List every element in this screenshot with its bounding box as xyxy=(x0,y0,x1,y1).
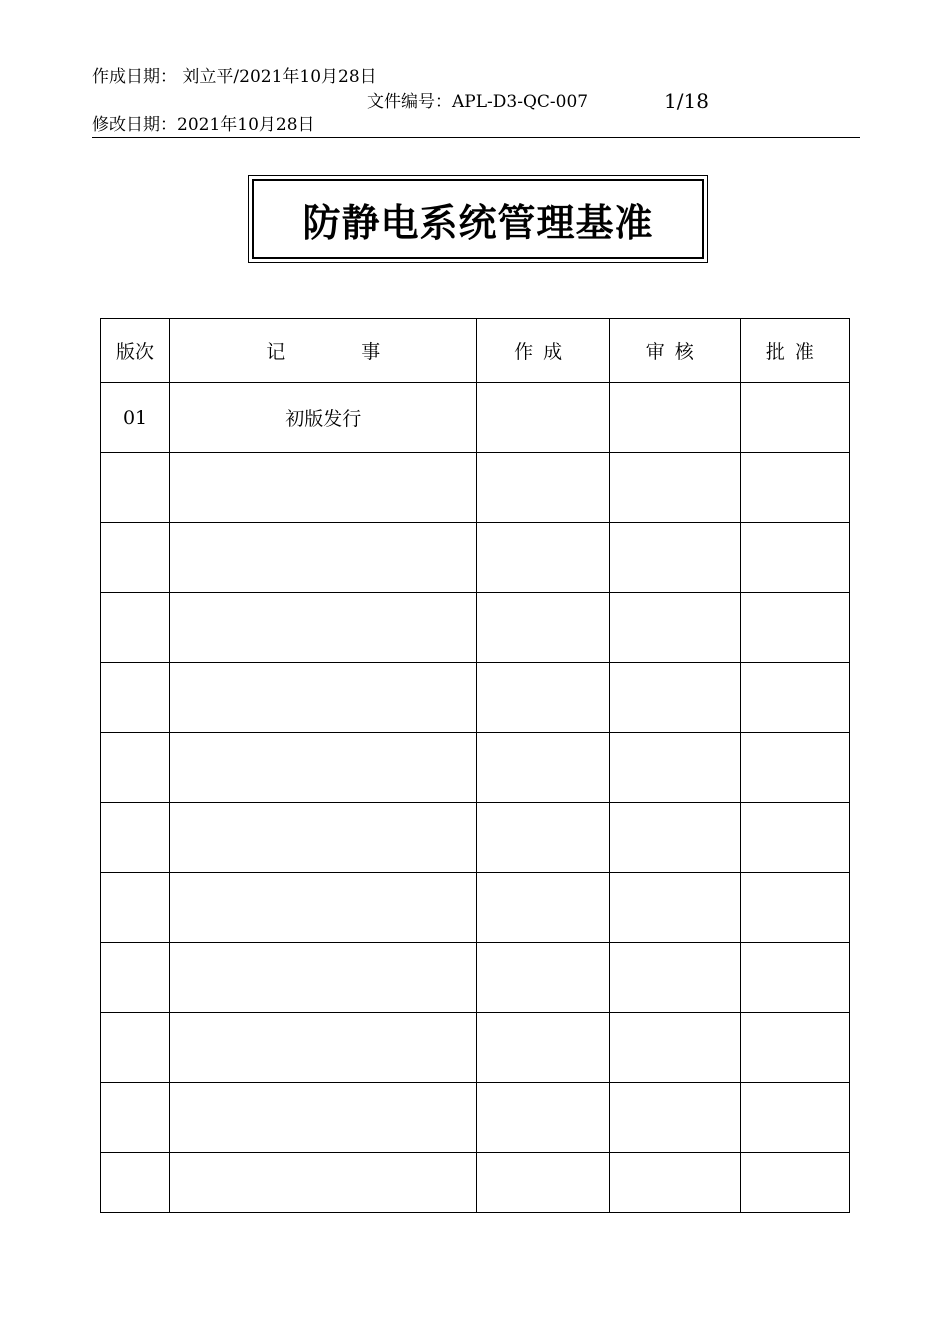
header-divider xyxy=(92,137,860,138)
cell-notes xyxy=(170,663,477,733)
cell-reviewed-by xyxy=(609,803,740,873)
header-approved-by: 批准 xyxy=(740,319,849,383)
cell-approved-by xyxy=(740,943,849,1013)
cell-version xyxy=(101,1013,170,1083)
cell-reviewed-by xyxy=(609,663,740,733)
cell-version xyxy=(101,733,170,803)
cell-reviewed-by xyxy=(609,453,740,523)
cell-version xyxy=(101,523,170,593)
cell-approved-by xyxy=(740,523,849,593)
cell-reviewed-by xyxy=(609,1153,740,1213)
cell-created-by xyxy=(477,663,609,733)
table-row xyxy=(101,663,850,733)
title-box xyxy=(248,175,708,263)
cell-notes xyxy=(170,453,477,523)
revision-table xyxy=(100,318,850,1213)
table-row xyxy=(101,593,850,663)
cell-created-by xyxy=(477,453,609,523)
header-notes: 记事 xyxy=(170,319,477,383)
cell-version xyxy=(101,593,170,663)
modified-date: 修改日期：2021年10月28日 xyxy=(92,115,315,135)
cell-created-by xyxy=(477,1153,609,1213)
cell-created-by xyxy=(477,873,609,943)
cell-approved-by xyxy=(740,663,849,733)
header-created-by: 作成 xyxy=(477,319,609,383)
header-reviewed-by: 审核 xyxy=(609,319,740,383)
table-row xyxy=(101,1013,850,1083)
cell-notes xyxy=(170,733,477,803)
cell-approved-by xyxy=(740,873,849,943)
cell-notes xyxy=(170,1083,477,1153)
cell-approved-by xyxy=(740,383,849,453)
document-number: 文件编号：APL-D3-QC-007 xyxy=(367,92,589,112)
cell-approved-by xyxy=(740,453,849,523)
cell-reviewed-by xyxy=(609,1083,740,1153)
cell-notes xyxy=(170,523,477,593)
cell-approved-by xyxy=(740,1013,849,1083)
cell-approved-by xyxy=(740,733,849,803)
cell-version: 01 xyxy=(101,383,170,453)
cell-notes xyxy=(170,803,477,873)
table-row xyxy=(101,943,850,1013)
cell-created-by xyxy=(477,593,609,663)
cell-version xyxy=(101,663,170,733)
table-row xyxy=(101,733,850,803)
cell-approved-by xyxy=(740,1153,849,1213)
page-number: 1/18 xyxy=(664,89,709,113)
cell-version xyxy=(101,873,170,943)
cell-reviewed-by xyxy=(609,1013,740,1083)
cell-reviewed-by xyxy=(609,523,740,593)
table-row xyxy=(101,1083,850,1153)
cell-created-by xyxy=(477,943,609,1013)
table-row xyxy=(101,523,850,593)
cell-created-by xyxy=(477,1013,609,1083)
cell-created-by xyxy=(477,383,609,453)
cell-reviewed-by xyxy=(609,383,740,453)
cell-created-by xyxy=(477,1083,609,1153)
cell-approved-by xyxy=(740,803,849,873)
table-row xyxy=(101,453,850,523)
table-row xyxy=(101,873,850,943)
cell-version xyxy=(101,803,170,873)
cell-reviewed-by xyxy=(609,943,740,1013)
table-row xyxy=(101,803,850,873)
cell-notes xyxy=(170,1013,477,1083)
cell-notes xyxy=(170,873,477,943)
cell-reviewed-by xyxy=(609,593,740,663)
cell-created-by xyxy=(477,523,609,593)
cell-created-by xyxy=(477,733,609,803)
cell-notes xyxy=(170,943,477,1013)
cell-notes xyxy=(170,1153,477,1213)
cell-notes: 初版发行 xyxy=(170,383,477,453)
cell-reviewed-by xyxy=(609,873,740,943)
table-row xyxy=(101,383,850,453)
cell-notes xyxy=(170,593,477,663)
created-date: 作成日期： 刘立平/2021年10月28日 xyxy=(92,67,377,87)
cell-approved-by xyxy=(740,593,849,663)
cell-version xyxy=(101,1153,170,1213)
header-version: 版次 xyxy=(101,319,170,383)
table-header-row xyxy=(101,319,850,383)
cell-reviewed-by xyxy=(609,733,740,803)
cell-version xyxy=(101,1083,170,1153)
cell-version xyxy=(101,453,170,523)
title-box-inner xyxy=(252,179,704,259)
cell-version xyxy=(101,943,170,1013)
document-title: 防静电系统管理基准 xyxy=(302,200,654,245)
table-row xyxy=(101,1153,850,1213)
cell-approved-by xyxy=(740,1083,849,1153)
cell-created-by xyxy=(477,803,609,873)
